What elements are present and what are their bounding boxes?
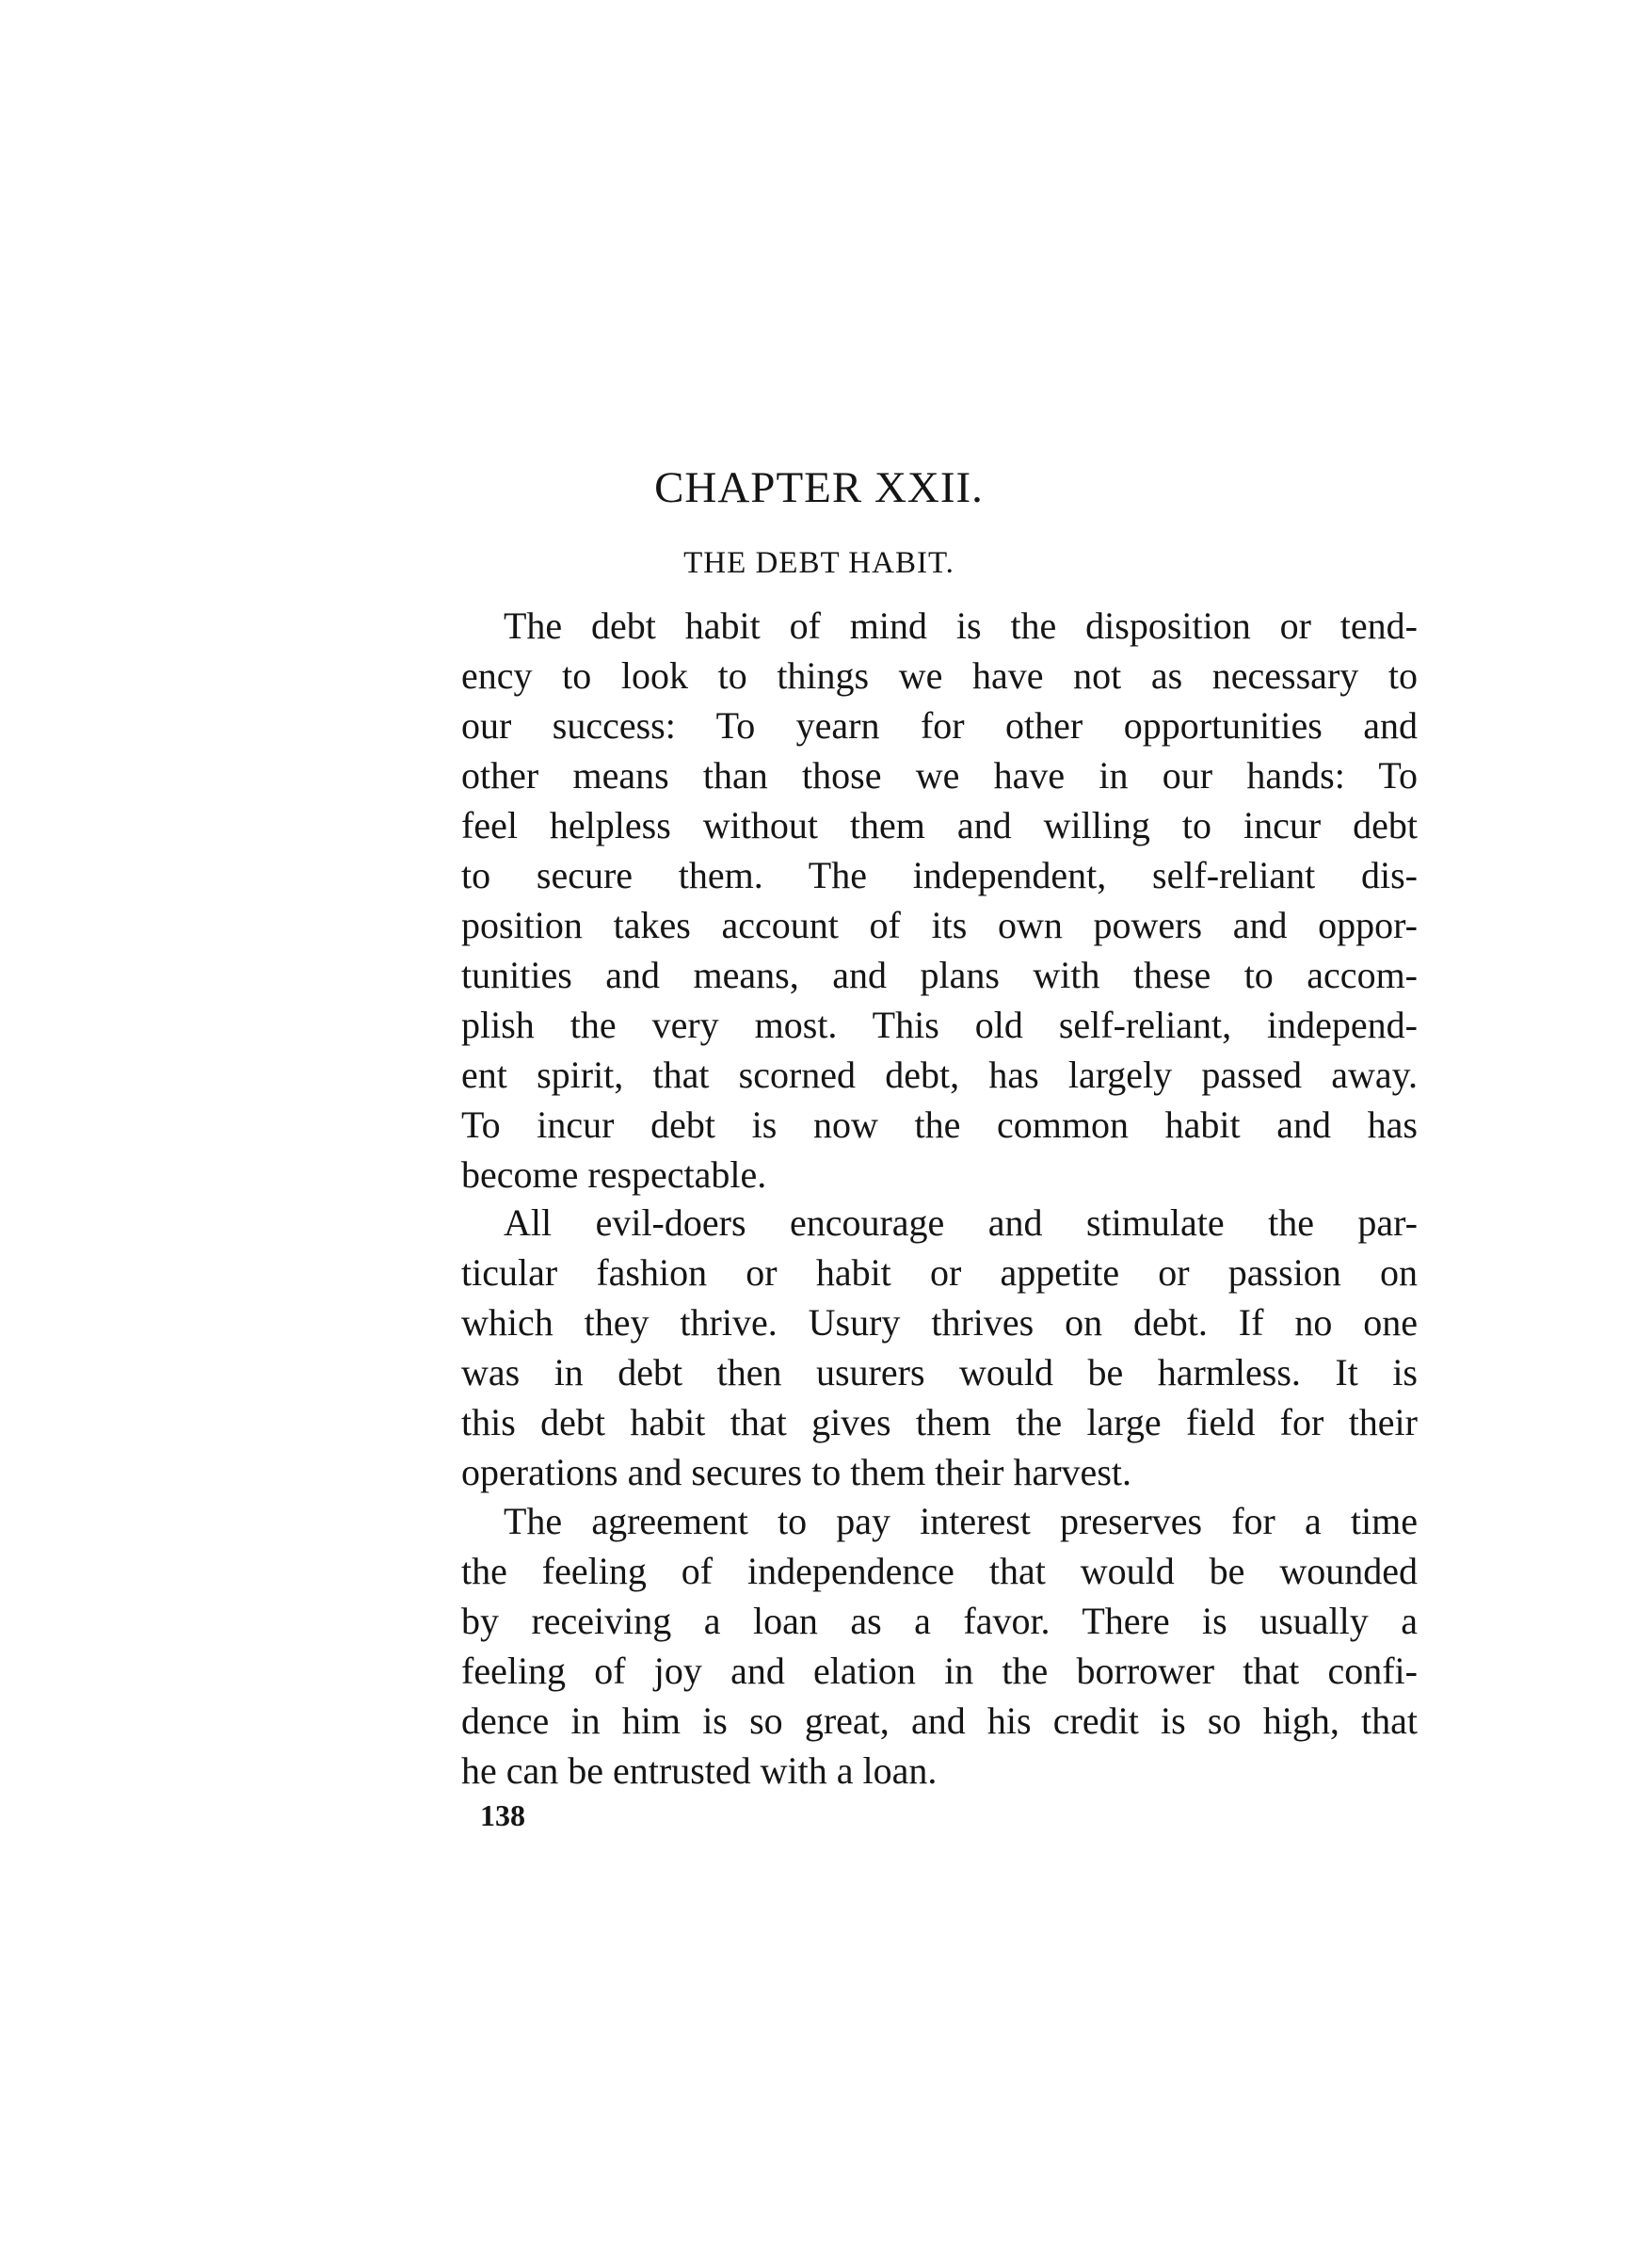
text-line: The agreement to pay interest preserves for a time (504, 1500, 1418, 1542)
text-line: ency to look to things we have not as necessary to (461, 654, 1418, 697)
text-line: our success: To yearn for other opportunities and (461, 704, 1418, 747)
text-line: feel helpless without them and willing to incur debt (461, 804, 1418, 846)
text-line: this debt habit that gives them the large field for their (461, 1401, 1418, 1443)
text-line: ent spirit, that scorned debt, has largely passed away. (461, 1054, 1418, 1096)
chapter-subtitle: THE DEBT HABIT. (683, 546, 954, 580)
page-number: 138 (480, 1798, 525, 1832)
chapter-title: CHAPTER XXII. (654, 463, 984, 512)
text-line: become respectable. (461, 1153, 767, 1196)
text-line: feeling of joy and elation in the borrower that confi- (461, 1650, 1418, 1692)
text-line: plish the very most. This old self-reliant, independ- (461, 1004, 1418, 1046)
text-line: the feeling of independence that would be wounded (461, 1550, 1418, 1592)
text-line: The debt habit of mind is the disposition or tend- (504, 604, 1418, 647)
text-line: All evil-doers encourage and stimulate the par- (504, 1201, 1418, 1244)
text-line: was in debt then usurers would be harmless. It is (461, 1351, 1418, 1393)
text-line: by receiving a loan as a favor. There is usually a (461, 1600, 1418, 1642)
text-line: other means than those we have in our hands: To (461, 754, 1418, 797)
text-line: To incur debt is now the common habit and has (461, 1103, 1418, 1146)
text-line: to secure them. The independent, self-reliant dis- (461, 854, 1418, 896)
text-line: operations and secures to them their harvest. (461, 1451, 1131, 1493)
text-line: he can be entrusted with a loan. (461, 1749, 938, 1792)
paragraph-2 (461, 1198, 1418, 1497)
paragraph-3 (461, 1496, 1418, 1796)
text-line: tunities and means, and plans with these to accom- (461, 954, 1418, 996)
text-line: ticular fashion or habit or appetite or passion on (461, 1251, 1418, 1294)
paragraph-1 (461, 601, 1418, 1200)
text-line: position takes account of its own powers and oppor- (461, 904, 1418, 946)
text-line: dence in him is so great, and his credit is so high, that (461, 1699, 1418, 1742)
text-line: which they thrive. Usury thrives on debt. If no one (461, 1301, 1418, 1344)
